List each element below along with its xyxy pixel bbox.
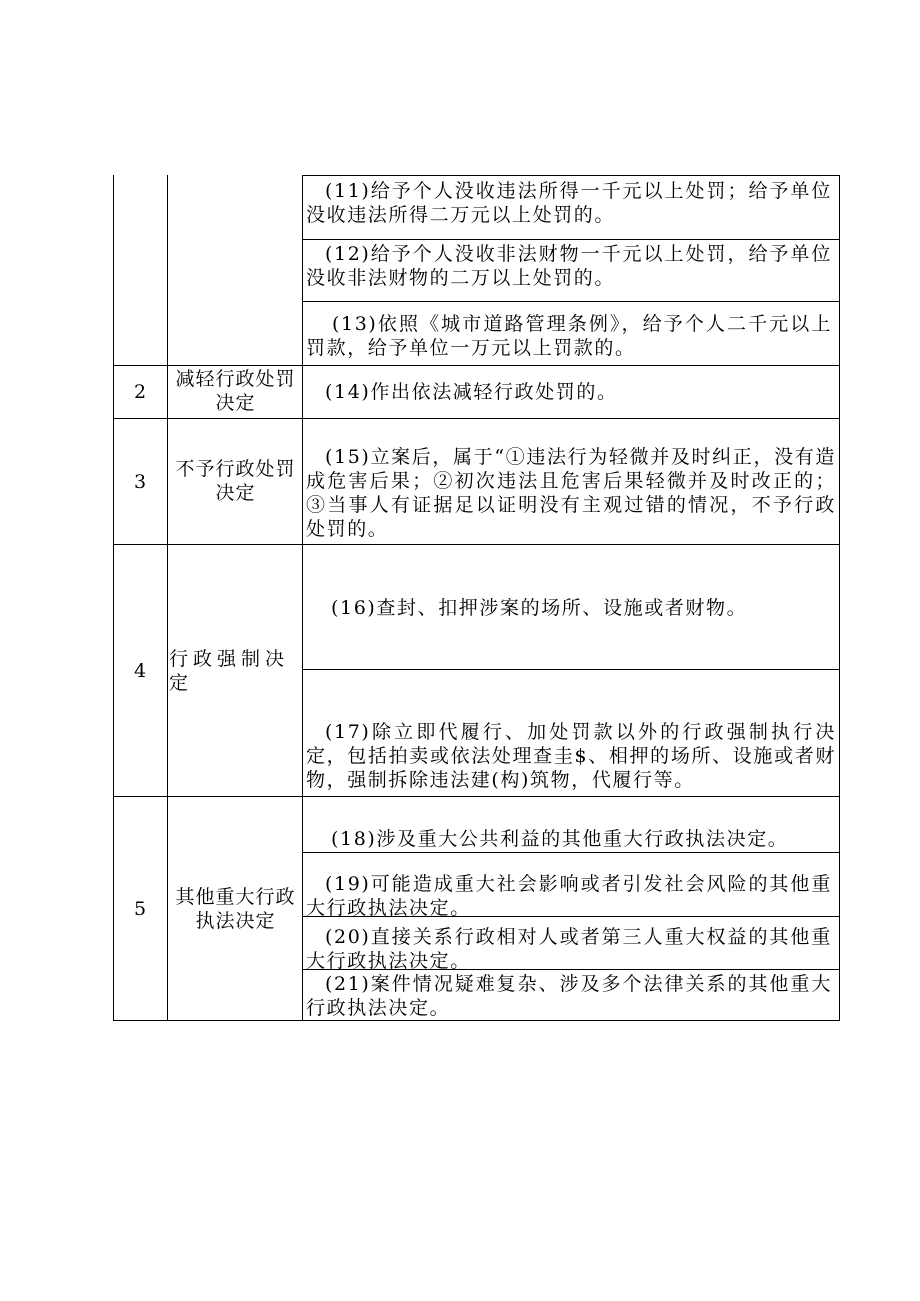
row-number: 4: [133, 660, 147, 682]
item-text: (15)立案后，属于“①违法行为轻微并及时纠正，没有造成危害后果；②初次违法且危害后果轻微并及时改正的；③当事人有证据足以证明没有主观过错的情况，不予行政处罚的。: [306, 446, 836, 540]
item-text: (11)给予个人没收违法所得一千元以上处罚；给予单位没收违法所得二万元以上处罚的。: [306, 180, 832, 226]
category-label: 不予行政处罚决定: [175, 458, 296, 504]
row-number: 2: [133, 381, 147, 403]
category-label: 其他重大行政执法决定: [175, 886, 296, 932]
column-divider-number: [167, 175, 168, 1021]
item-divider: [302, 301, 840, 302]
item-text: (13)依照《城市道路管理条例》，给予个人二千元以上罚款，给予单位一万元以上罚款的。: [306, 313, 832, 359]
item-text: (18)涉及重大公共利益的其他重大行政执法决定。: [331, 828, 789, 850]
table-border-bottom: [113, 1020, 840, 1021]
row-number: 5: [133, 898, 147, 920]
row-divider: [113, 418, 840, 419]
item-divider: [302, 852, 840, 853]
item-divider: [302, 669, 840, 670]
row-divider: [113, 365, 840, 366]
item-divider: [302, 239, 840, 240]
row-divider: [113, 796, 840, 797]
item-text: (20)直接关系行政相对人或者第三人重大权益的其他重大行政执法决定。: [306, 926, 832, 972]
category-label: 行政强制决定: [169, 648, 290, 694]
item-text: (14)作出依法减轻行政处罚的。: [325, 381, 618, 403]
item-text: (12)给予个人没收非法财物一千元以上处罚，给予单位没收非法财物的二万以上处罚的。: [306, 243, 832, 289]
table-border-left: [113, 175, 114, 1021]
item-divider: [302, 175, 840, 176]
row-divider: [113, 544, 840, 545]
item-text: (19)可能造成重大社会影响或者引发社会风险的其他重大行政执法决定。: [306, 873, 832, 919]
item-text: (17)除立即代履行、加处罚款以外的行政强制执行决定，包括拍卖或依法处理查圭$、相押的场所、设施或者财物，强制拆除违法建(构)筑物，代履行等。: [306, 721, 836, 791]
category-label: 减轻行政处罚决定: [175, 368, 296, 414]
decision-table: [113, 175, 840, 1021]
item-text: (21)案件情况疑难复杂、涉及多个法律关系的其他重大行政执法决定。: [306, 973, 832, 1019]
item-text: (16)查封、扣押涉案的场所、设施或者财物。: [331, 597, 748, 619]
row-number: 3: [133, 471, 147, 493]
